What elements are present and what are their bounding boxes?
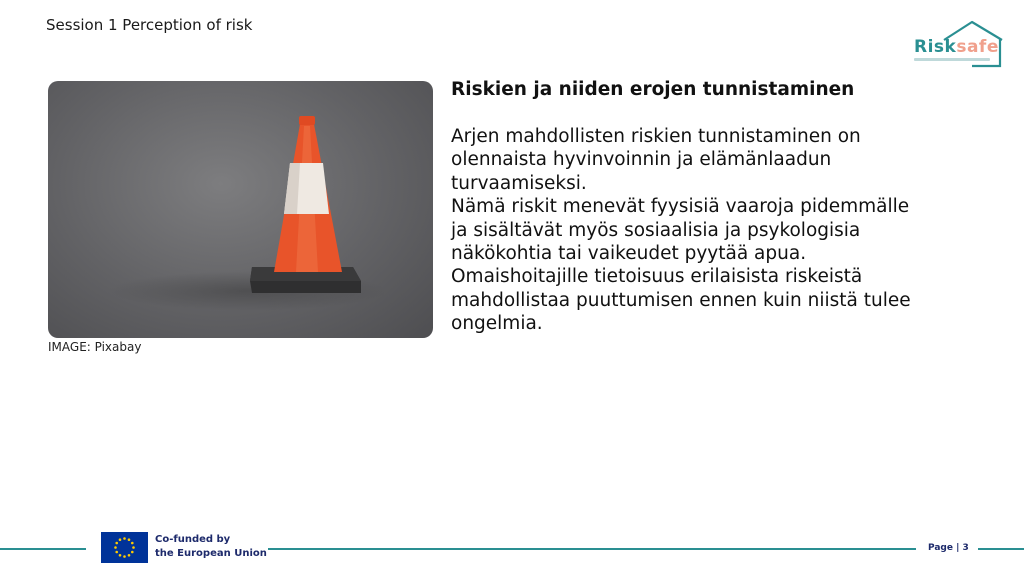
body-line: näkökohtia tai vaikeudet pyytää apua. xyxy=(451,243,807,265)
session-title: Session 1 Perception of risk xyxy=(46,16,253,34)
footer-divider-middle xyxy=(268,548,916,550)
logo-wordmark-safe: safe xyxy=(956,37,999,57)
body-line: olennaista hyvinvoinnin ja elämänlaadun xyxy=(451,149,832,171)
body-line: Arjen mahdollisten riskien tunnistaminen on xyxy=(451,126,861,147)
body-line: ja sisältävät myös sosiaalisia ja psykologisia xyxy=(451,219,861,241)
eu-line-1: Co-funded by xyxy=(155,534,231,545)
logo-tagline xyxy=(914,58,990,61)
body-line: mahdollistaa puuttumisen ennen kuin niistä tulee xyxy=(451,289,911,311)
body-line: turvaamiseksi. xyxy=(451,172,587,194)
body-line: ongelmia. xyxy=(451,313,543,335)
eu-flag-icon xyxy=(101,532,148,563)
footer-divider-right xyxy=(978,548,1024,550)
slide-heading: Riskien ja niiden erojen tunnistaminen xyxy=(451,79,855,100)
footer-divider-left xyxy=(0,548,86,550)
page-number: Page | 3 xyxy=(928,543,969,553)
logo-wordmark xyxy=(914,37,999,57)
body-line: Omaishoitajille tietoisuus erilaisista riskeistä xyxy=(451,266,863,288)
body-line: Nämä riskit menevät fyysisiä vaaroja pidemmälle xyxy=(451,196,910,218)
traffic-cone-photo xyxy=(48,81,433,338)
eu-cofunded-label xyxy=(155,533,267,561)
eu-line-2: the European Union xyxy=(155,548,267,559)
eu-stars-icon xyxy=(101,532,148,563)
risksafe-logo xyxy=(912,18,1008,70)
image-caption: IMAGE: Pixabay xyxy=(48,340,142,354)
slide-body xyxy=(451,125,971,336)
traffic-cone-icon xyxy=(48,81,433,338)
logo-wordmark-risk: Risk xyxy=(914,37,957,57)
